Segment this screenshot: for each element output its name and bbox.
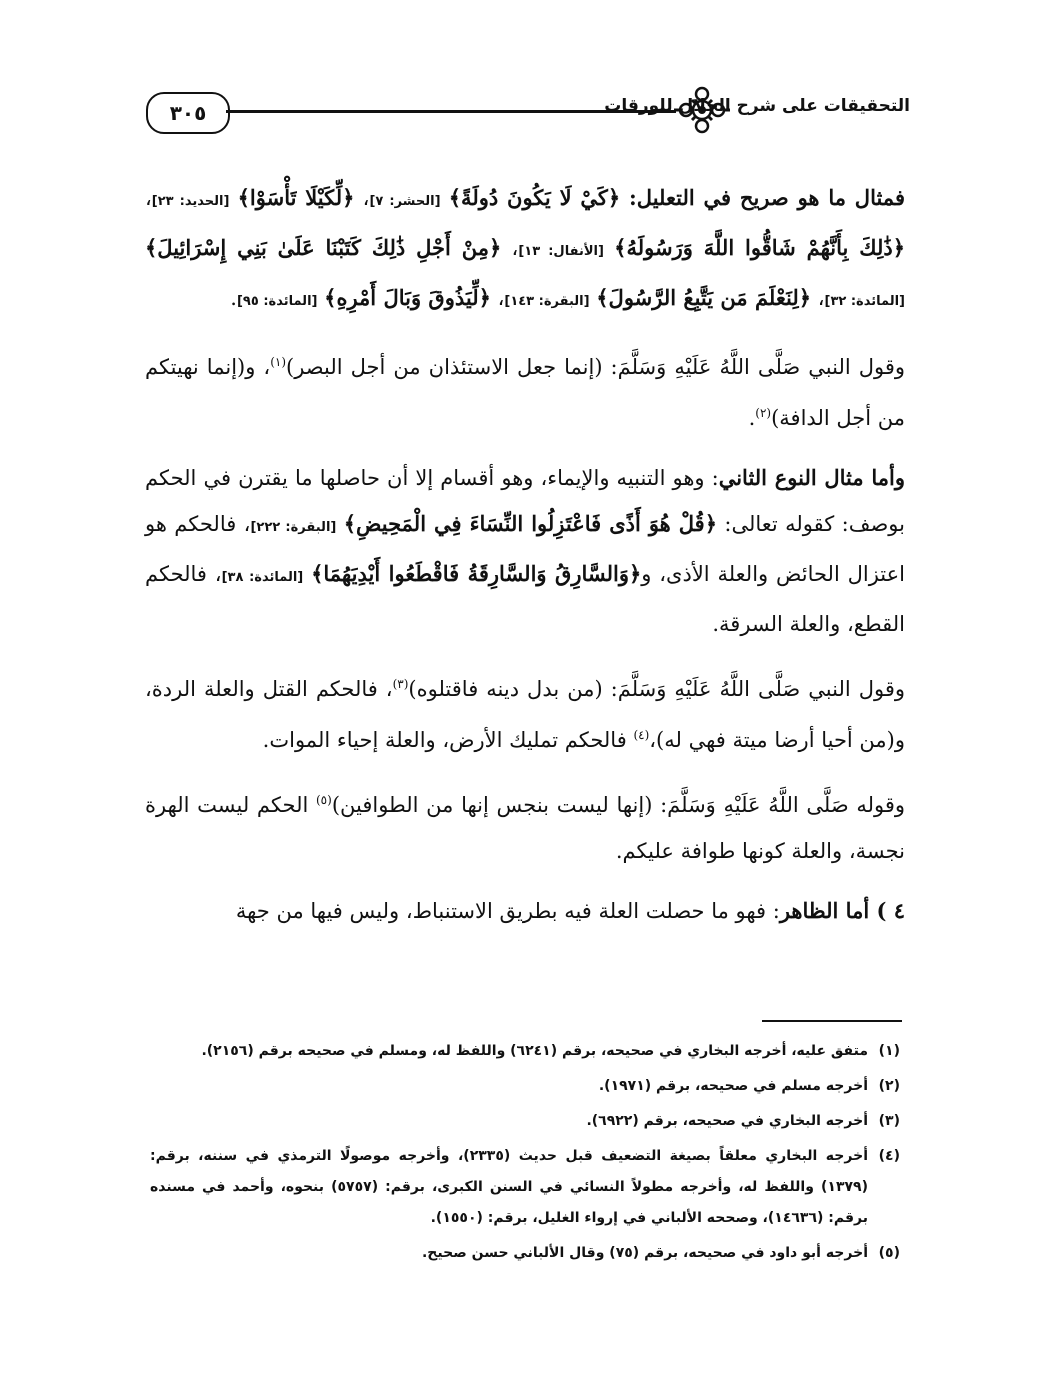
quran-verse: ﴿ذَٰلِكَ بِأَنَّهُمْ شَاقُّوا اللَّهَ وَرَسُولَهُ﴾: [614, 235, 905, 260]
footnote-ref[interactable]: (١): [270, 355, 287, 369]
footnote-text: أخرجه البخاري معلقاً بصيغة التضعيف قبل حديث (٢٣٣٥)، وأخرجه موصولًا الترمذي في سننه، برقم: (١٣٧٩) واللفظ له، وأخرجه مطولاً النسائي في السنن الكبرى، برقم: (٥٧٥٧) بنحوه، وأحمد في مسنده برقم: (١٤٦٣٦)، وصححه الألباني في إرواء الغليل، برقم: (١٥٥٠).: [150, 1148, 868, 1226]
quran-verse: ﴿لِّكَيْلَا تَأْسَوْا﴾: [237, 185, 355, 210]
footnote-ref[interactable]: (٢): [755, 406, 772, 420]
p1-lead: فمثال ما هو صريح في التعليل:: [620, 185, 905, 210]
footnote-text: أخرجه البخاري في صحيحه، برقم (٦٩٢٢).: [586, 1113, 868, 1129]
p4-text: وقول النبي صَلَّى اللَّهُ عَلَيْهِ وَسَلَّمَ: (من بدل دينه فاقتلوه): [408, 677, 905, 701]
footnote-ref[interactable]: (٥): [315, 793, 332, 807]
footnote-number: (٣): [878, 1113, 900, 1129]
footnote-number: (٢): [878, 1078, 900, 1094]
p2-text: ، و(إنما نهيتكم من أجل الدافة): [145, 355, 905, 430]
p3-text: : وهو التنبيه والإيماء، وهو أقسام إلا أن حاصلها ما يقترن في الحكم بوصف: كقوله تعالى:: [145, 466, 905, 536]
footnote-number: (٤): [878, 1148, 900, 1164]
p3-lead: وأما مثال النوع الثاني: [718, 465, 905, 490]
p2-text: وقول النبي صَلَّى اللَّهُ عَلَيْهِ وَسَلَّمَ: (إنما جعل الاستئذان من أجل البصر): [286, 355, 905, 379]
p5-end: الحكم ليست الهرة نجسة، والعلة كونها طوافة عليكم.: [145, 793, 905, 863]
verse-citation: [البقرة: ١٤٣]: [504, 294, 590, 309]
footnote-text: أخرجه مسلم في صحيحه، برقم (١٩٧١).: [598, 1078, 868, 1094]
p4-end: فالحكم تمليك الأرض، والعلة إحياء الموات.: [262, 728, 634, 752]
header-title: التحقيقات على شرح الجلال للورقات: [604, 96, 910, 116]
separator: ،: [490, 286, 505, 310]
paragraph-6: [145, 888, 905, 934]
paragraph-4: [145, 661, 905, 763]
verse-citation: [الأنفال: ١٣]: [518, 244, 604, 259]
footnote-number: (٥): [878, 1245, 900, 1261]
separator: ،: [811, 286, 825, 310]
quran-verse: ﴿قُلْ هُوَ أَذًى فَاعْتَزِلُوا النِّسَاءَ فِي الْمَحِيضِ﴾: [343, 511, 718, 536]
p3-end: ، فالحكم القطع، والعلة السرقة.: [145, 562, 905, 636]
verse-citation: [المائدة: ٣٨]: [221, 570, 304, 585]
footnote-text: أخرجه أبو داود في صحيحه، برقم (٧٥) وقال الألباني حسن صحيح.: [421, 1245, 868, 1261]
quran-verse: ﴿وَالسَّارِقُ وَالسَّارِقَةُ فَاقْطَعُوا أَيْدِيَهُمَا﴾: [311, 561, 642, 586]
footnote-ref[interactable]: (٣): [392, 677, 409, 691]
p2-end: .: [748, 406, 756, 430]
footnote-item: [150, 1106, 900, 1137]
separator: ،: [354, 186, 370, 210]
verse-citation: [البقرة: ٢٢٢]: [250, 520, 337, 535]
separator: .: [230, 286, 237, 310]
footnote-text: متفق عليه، أخرجه البخاري في صحيحه، برقم (٦٢٤١) واللفظ له، ومسلم في صحيحه برقم (٢١٥٦).: [201, 1043, 868, 1059]
p3-text: ، فالحكم هو اعتزال الحائض والعلة الأذى، و: [145, 512, 905, 586]
quran-verse: ﴿لِنَعْلَمَ مَن يَتَّبِعُ الرَّسُولَ﴾: [596, 285, 812, 310]
paragraph-1: [145, 175, 905, 325]
quran-verse: ﴿مِنْ أَجْلِ ذَٰلِكَ كَتَبْنَا عَلَىٰ بَنِي إِسْرَائِيلَ﴾: [145, 235, 502, 260]
separator: ،: [501, 236, 519, 260]
p5-text: وقوله صَلَّى اللَّهُ عَلَيْهِ وَسَلَّمَ: (إنها ليست بنجس إنها من الطوافين): [331, 793, 906, 817]
verse-citation: [الحديد: ٢٣]: [151, 194, 230, 209]
page-header: [140, 82, 910, 138]
paragraph-2: [145, 339, 905, 441]
p6-lead: ٤ ) أما الظاهر: [779, 898, 905, 923]
footnote-item: [150, 1141, 900, 1234]
footnotes: [150, 1036, 900, 1273]
verse-citation: [الحشر: ٧]: [369, 194, 441, 209]
page-number: ٣٠٥: [146, 92, 230, 134]
separator: ،: [145, 186, 152, 210]
paragraph-5: [145, 777, 905, 874]
footnote-item: [150, 1238, 900, 1269]
p6-end: : فهو ما حصلت العلة فيه بطريق الاستنباط، وليس فيها من جهة: [235, 899, 780, 923]
verse-citation: [المائدة: ٩٥]: [236, 294, 318, 309]
footnote-separator: [762, 1020, 902, 1022]
footnote-number: (١): [878, 1043, 900, 1059]
p4-text: ، فالحكم القتل والعلة الردة، و(من أحيا أرضا ميتة فهي له)،: [145, 677, 905, 752]
verse-citation: [المائدة: ٣٢]: [824, 294, 905, 309]
footnote-ref[interactable]: (٤): [633, 728, 650, 742]
footnote-item: [150, 1071, 900, 1102]
main-text: [145, 175, 905, 948]
quran-verse: ﴿لِّيَذُوقَ وَبَالَ أَمْرِهِ﴾: [324, 285, 491, 310]
footnote-item: [150, 1036, 900, 1067]
quran-verse: ﴿كَيْ لَا يَكُونَ دُولَةً﴾: [448, 185, 621, 210]
paragraph-3: [145, 455, 905, 647]
